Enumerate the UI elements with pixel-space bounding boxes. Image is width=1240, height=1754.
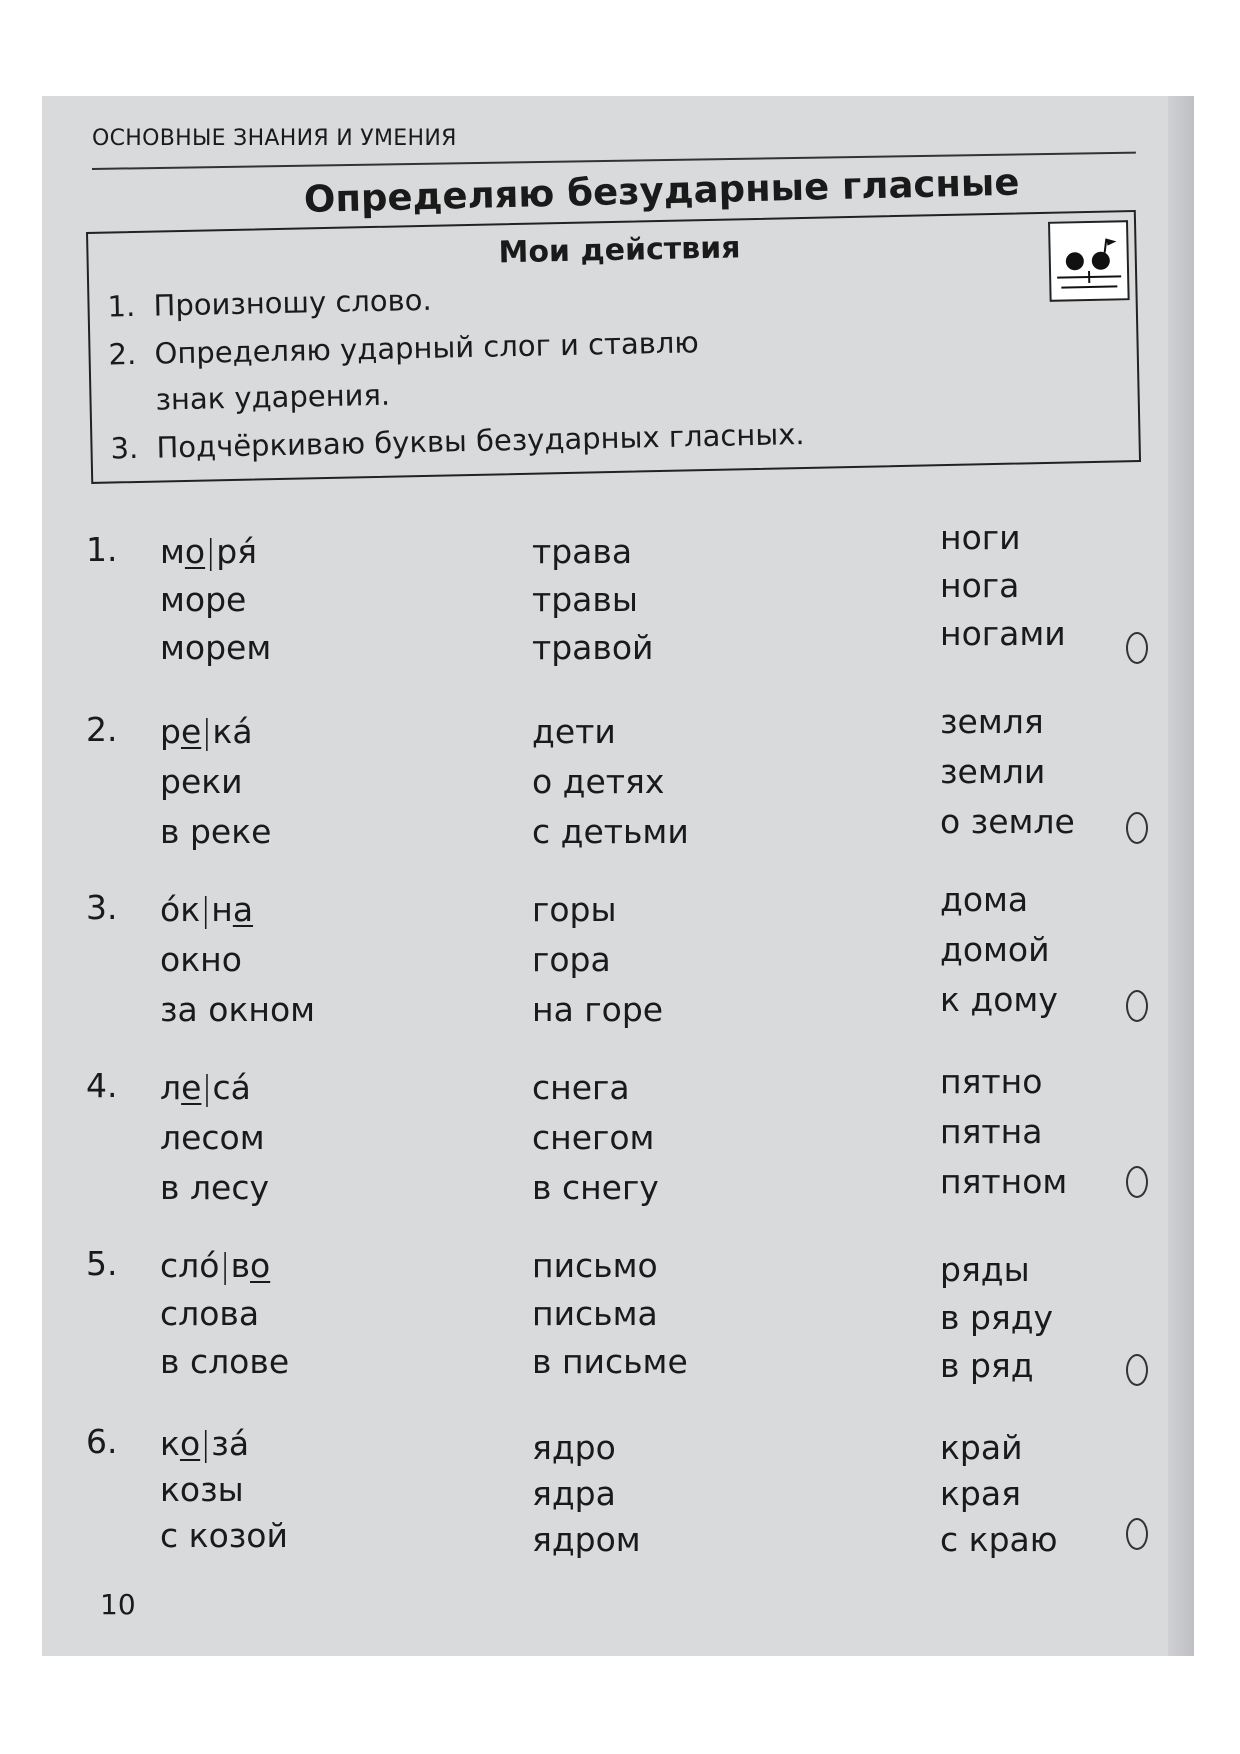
self-check-circle xyxy=(1126,1354,1148,1386)
word: домой xyxy=(940,930,1050,969)
word: пятна xyxy=(940,1112,1043,1151)
word: за окном xyxy=(160,990,316,1029)
word: морем xyxy=(160,628,272,667)
page-number: 10 xyxy=(100,1588,136,1621)
word: море xyxy=(160,580,247,619)
step-number: 3. xyxy=(110,430,139,466)
self-check-circle xyxy=(1126,1166,1148,1198)
word: снегом xyxy=(532,1118,655,1157)
exercise-number: 3. xyxy=(86,888,118,927)
step-number: 1. xyxy=(107,288,136,324)
step-text: Определяю ударный слог и ставлю xyxy=(154,325,700,371)
word: письма xyxy=(532,1294,658,1333)
key-word: ле|са́ xyxy=(160,1068,251,1107)
step-text: знак ударения. xyxy=(155,377,391,417)
word: ногами xyxy=(940,614,1066,653)
word: к дому xyxy=(940,980,1058,1019)
key-word: мо|ря́ xyxy=(160,532,258,571)
word: о земле xyxy=(940,802,1075,841)
word: нога xyxy=(940,566,1020,605)
key-word: ре|ка́ xyxy=(160,712,253,751)
word: лесом xyxy=(160,1118,265,1157)
exercise-number: 4. xyxy=(86,1066,118,1105)
word: гора xyxy=(532,940,611,979)
word: ряды xyxy=(940,1250,1030,1289)
word: на горе xyxy=(532,990,664,1029)
word: ядром xyxy=(532,1520,641,1559)
self-check-circle xyxy=(1126,1518,1148,1550)
word: травы xyxy=(532,580,638,619)
key-word: ко|за́ xyxy=(160,1424,250,1463)
word: ядра xyxy=(532,1474,616,1513)
self-check-circle xyxy=(1126,632,1148,664)
exercise-number: 5. xyxy=(86,1244,118,1283)
word: в снегу xyxy=(532,1168,659,1207)
word: козы xyxy=(160,1470,244,1509)
actions-heading: Мои действия xyxy=(498,230,741,271)
word: горы xyxy=(532,890,617,929)
exercise-number: 1. xyxy=(86,530,118,569)
word: ядро xyxy=(532,1428,616,1467)
word: дети xyxy=(532,712,616,751)
exercise-number: 2. xyxy=(86,710,118,749)
self-check-circle xyxy=(1126,812,1148,844)
word: в ряд xyxy=(940,1346,1034,1385)
word: с краю xyxy=(940,1520,1058,1559)
word: дома xyxy=(940,880,1029,919)
word: в слове xyxy=(160,1342,290,1381)
word: слова xyxy=(160,1294,260,1333)
word: край xyxy=(940,1428,1023,1467)
word: письмо xyxy=(532,1246,658,1285)
word: с детьми xyxy=(532,812,689,851)
lesson-title: Определяю безударные гласные xyxy=(303,160,1020,221)
word: в реке xyxy=(160,812,272,851)
self-check-circle xyxy=(1126,990,1148,1022)
word: трава xyxy=(532,532,633,571)
word: края xyxy=(940,1474,1021,1513)
word: снега xyxy=(532,1068,630,1107)
word: реки xyxy=(160,762,243,801)
exercise-number: 6. xyxy=(86,1422,118,1461)
key-word: сло́|во xyxy=(160,1246,271,1285)
word: пятно xyxy=(940,1062,1043,1101)
word: о детях xyxy=(532,762,665,801)
word: травой xyxy=(532,628,654,667)
word: земли xyxy=(940,752,1046,791)
word: с козой xyxy=(160,1516,288,1555)
step-text: Подчёркиваю буквы безударных гласных. xyxy=(156,417,805,465)
word: в лесу xyxy=(160,1168,270,1207)
word: пятном xyxy=(940,1162,1068,1201)
word: в ряду xyxy=(940,1298,1054,1337)
section-header: ОСНОВНЫЕ ЗНАНИЯ И УМЕНИЯ xyxy=(92,126,457,151)
step-number: 2. xyxy=(108,336,137,372)
word: земля xyxy=(940,702,1044,741)
step-text: Произношу слово. xyxy=(153,282,432,323)
word: ноги xyxy=(940,518,1021,557)
key-word: о́к|на xyxy=(160,890,254,929)
word: в письме xyxy=(532,1342,688,1381)
word: окно xyxy=(160,940,242,979)
